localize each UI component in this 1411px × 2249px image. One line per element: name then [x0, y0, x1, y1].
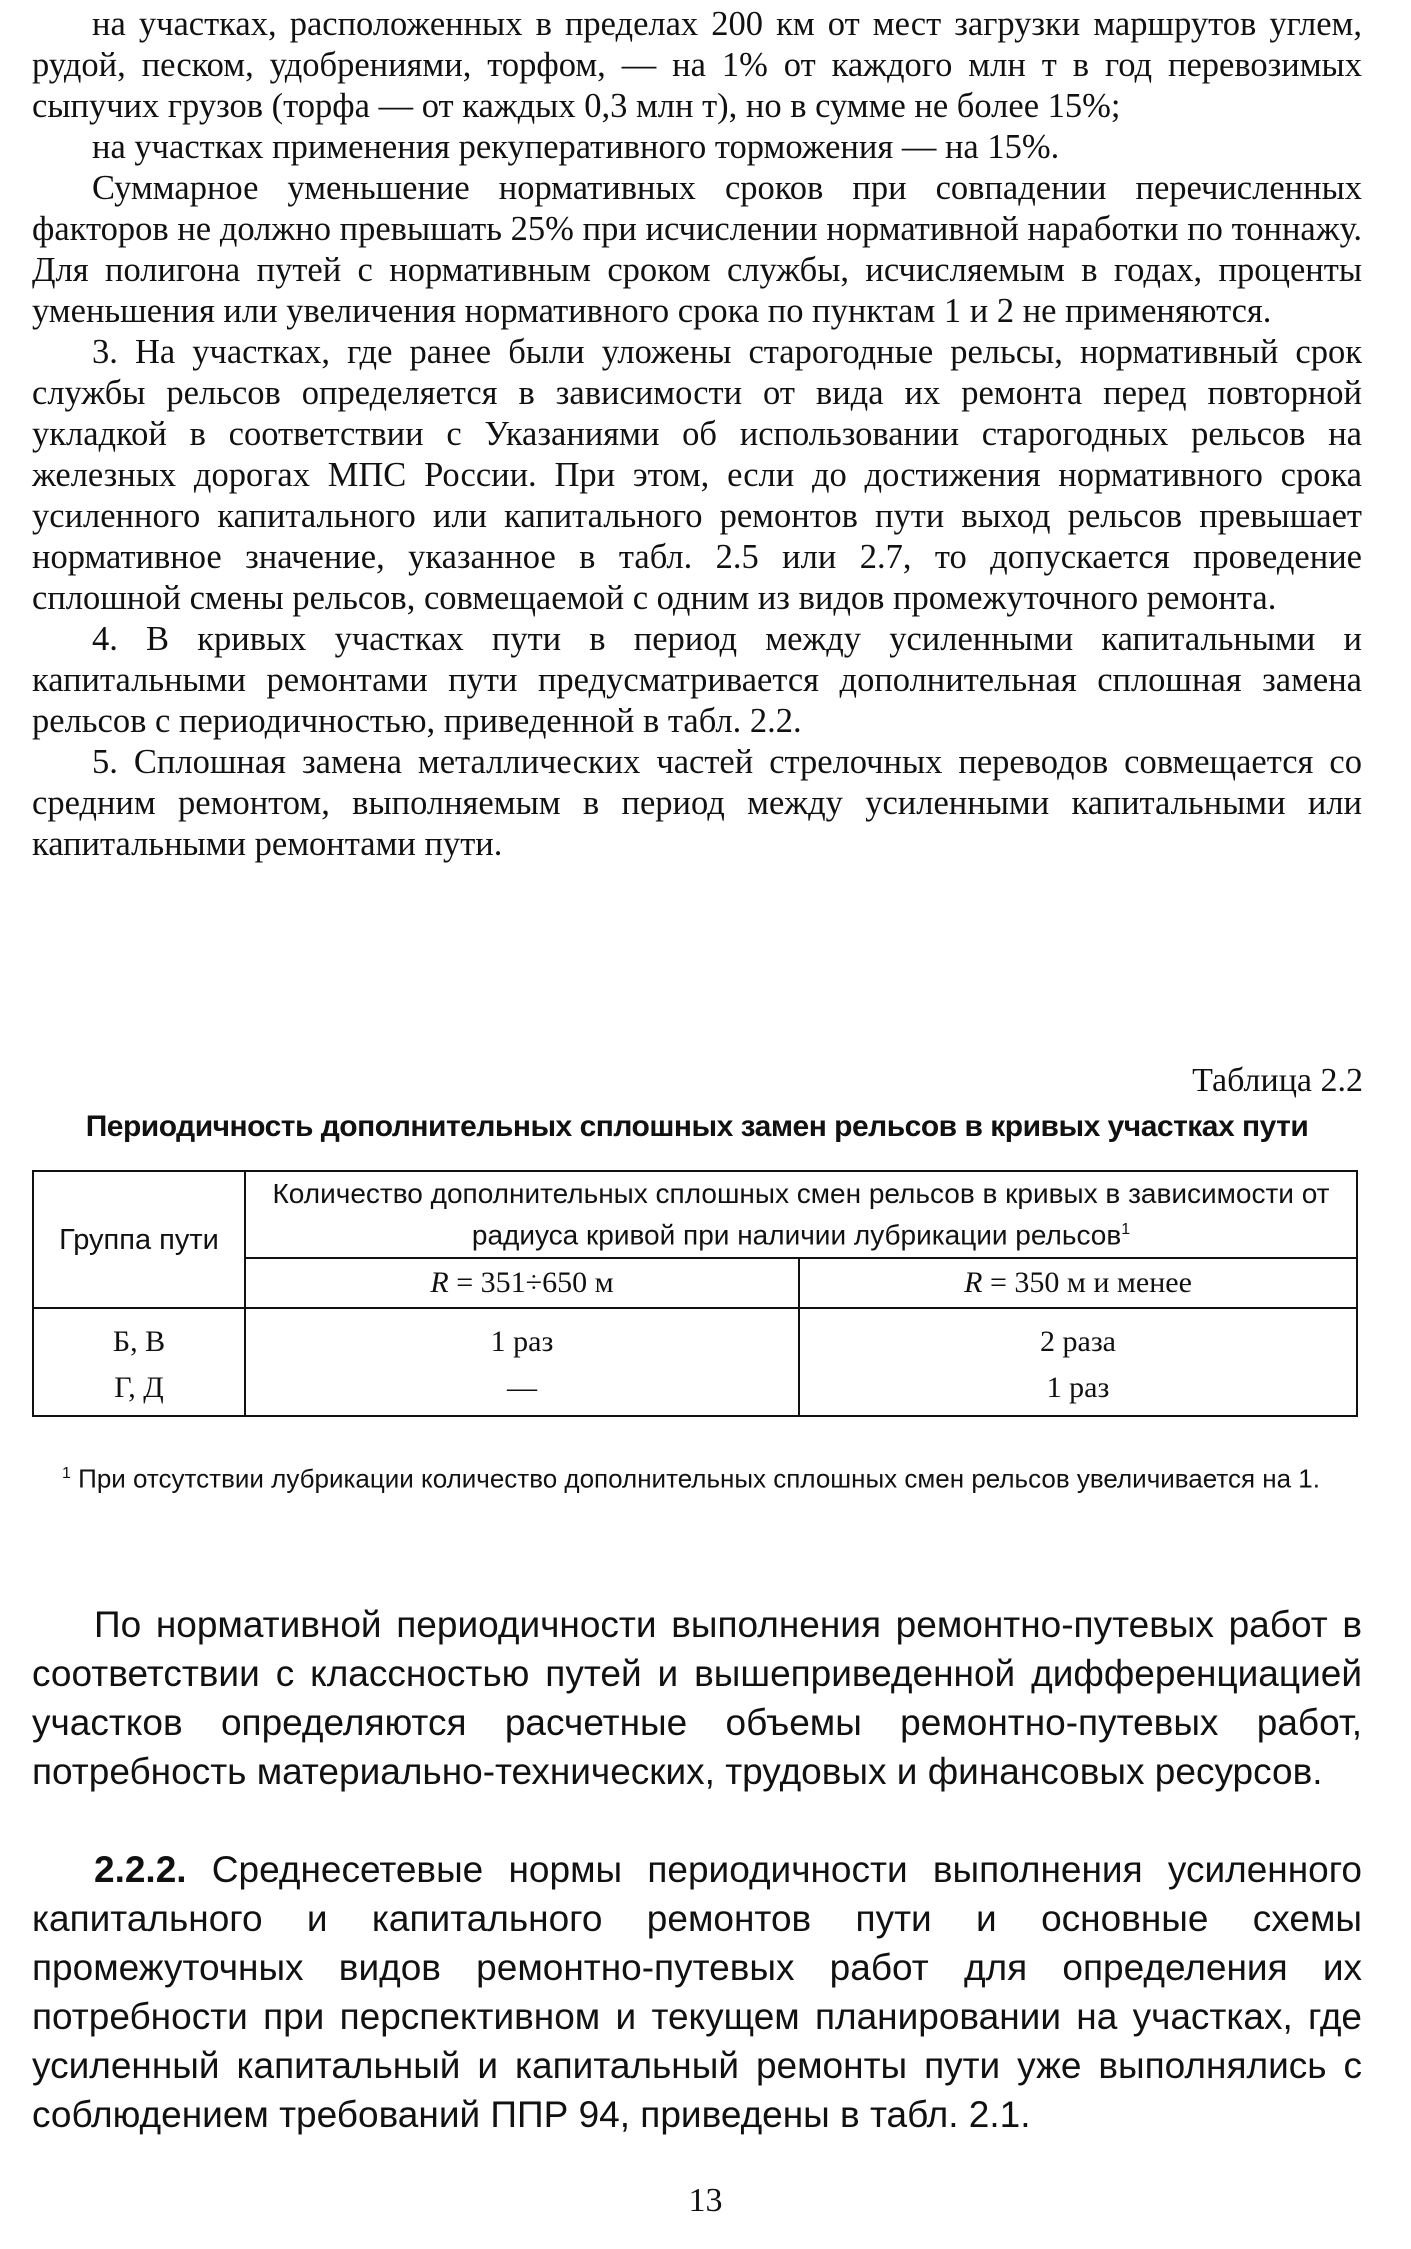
paragraph: 2.2.2. Среднесетевые нормы периодичности выполнения усиленного капитального и капитального ремонтов пути и основные схемы промежуточных видов ремонтно-путевых работ для определения их потребности при перспективном и текущем планировании на участках, где усиленный капитальный и капитальный ремонты пути уже выполнялись с соблюдением требований ППР 94, приведены в табл. 2.1. [32, 1849, 1362, 2135]
paragraph: По нормативной периодичности выполнения ремонтно-путевых работ в соответствии с классностью путей и вышеприведенной дифференциацией участков определяются расчетные объемы ремонтно-путевых работ, потребность материально-технических, трудовых и финансовых ресурсов. [32, 1604, 1362, 1792]
cell-value: 2 раза [799, 1308, 1357, 1366]
cell-group: Г, Д [33, 1366, 245, 1416]
section-number: 2.2.2. [94, 1849, 187, 1890]
table-row [33, 1308, 1357, 1366]
page-number: 13 [688, 2182, 723, 2219]
table-number: Таблица 2.2 [1192, 1062, 1363, 1099]
cell-value: 1 раз [799, 1366, 1357, 1416]
paragraph: 4. В кривых участках пути в период между усиленными капитальными и капитальными ремонтами пути предусматривается дополнительная сплошная замена рельсов с периодичностью, приведенной в табл. 2.2. [32, 620, 1362, 740]
table-footnote: $^1$ При отсутствии лубрикации количество дополнительных сплошных смен рельсов увеличивается на 1. [62, 1463, 1320, 1494]
cell-group: Б, В [33, 1308, 245, 1366]
paragraph: 3. На участках, где ранее были уложены старогодные рельсы, нормативный срок службы рельсов определяется в зависимости от вида их ремонта перед повторной укладкой в соответствии с Указаниями об использовании старогодных рельсов на железных дорогах МПС России. При этом, если до достижения нормативного срока усиленного капитального или капитального ремонтов пути выход рельсов превышает нормативное значение, указанное в табл. 2.5 или 2.7, то допускается проведение сплошной смены рельсов, совмещаемой с одним из видов промежуточного ремонта. [32, 333, 1362, 617]
cell-value: — [245, 1366, 799, 1416]
data-table [32, 1170, 1358, 1417]
paragraph: Суммарное уменьшение нормативных сроков при совпадении перечисленных факторов не должно превышать 25% при исчислении нормативной наработки по тоннажу. Для полигона путей с нормативным сроком службы, исчисляемым в годах, проценты уменьшения или увеличения нормативного срока по пунктам 1 и 2 не применяются. [32, 169, 1362, 330]
paragraph: на участках, расположенных в пределах 200 км от мест загрузки маршрутов углем, рудой, песком, удобрениями, торфом, — на 1% от каждого млн т в год перевозимых сыпучих грузов (торфа — от каждых 0,3 млн т), но в сумме не более 15%; [32, 5, 1362, 125]
column-header-main: Количество дополнительных сплошных смен рельсов в кривых в зависимости от радиуса кривой при наличии лубрикации рельсов$^1$ [245, 1171, 1357, 1258]
table-row [33, 1366, 1357, 1416]
column-header-radius-1: R = 351÷650 м [245, 1258, 799, 1308]
paragraph: на участках применения рекуперативного торможения — на 15%. [92, 128, 1060, 166]
paragraph: 5. Сплошная замена металлических частей стрелочных переводов совмещается со средним ремонтом, выполняемым в период между усиленными капитальными или капитальными ремонтами пути. [32, 743, 1362, 863]
column-header-radius-2: R = 350 м и менее [799, 1258, 1357, 1308]
table-title: Периодичность дополнительных сплошных замен рельсов в кривых участках пути [85, 1110, 1309, 1143]
upper-text [32, 4, 1362, 865]
cell-value: 1 раз [245, 1308, 799, 1366]
column-header-group: Группа пути [33, 1171, 245, 1308]
